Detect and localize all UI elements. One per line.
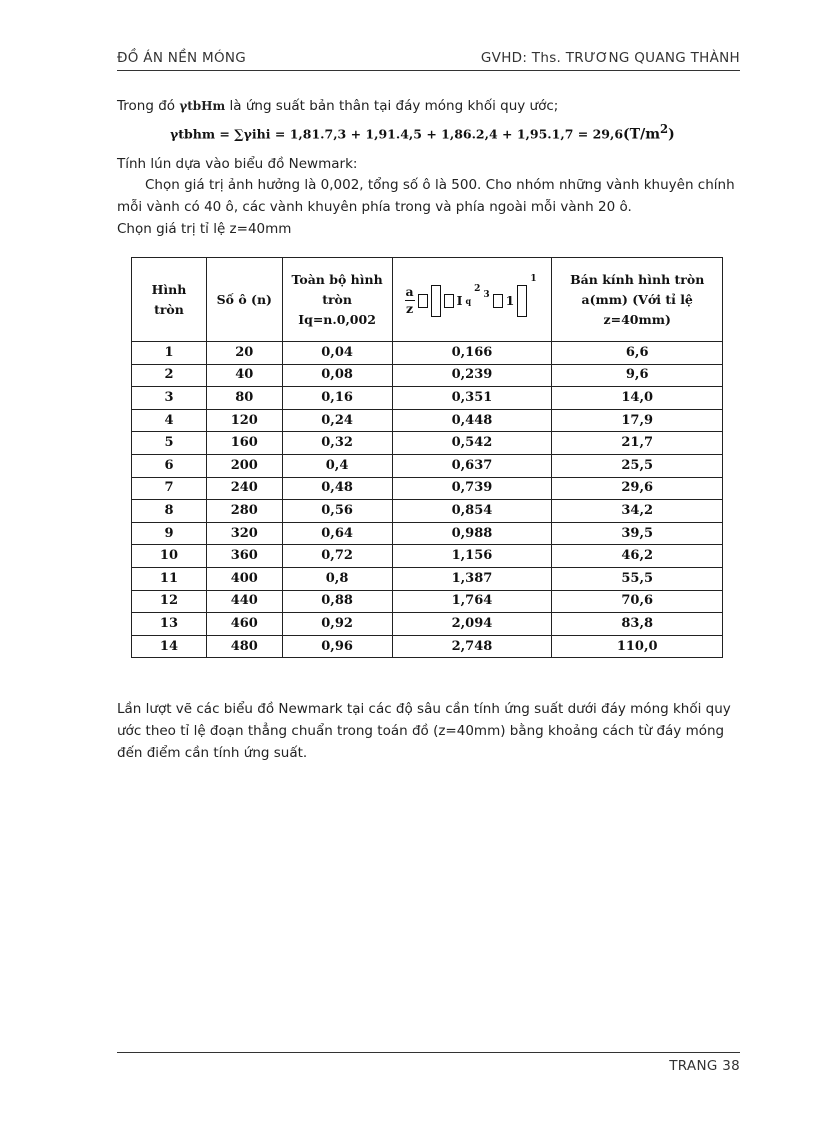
table-cell-c4: 1,764 (392, 590, 552, 613)
table-cell-c5: 29,6 (552, 477, 723, 500)
table-cell-c1: 1 (132, 342, 207, 365)
table-cell-c3: 0,4 (282, 454, 392, 477)
table-cell-c3: 0,24 (282, 409, 392, 432)
table-cell-c4: 0,239 (392, 364, 552, 387)
header-ratio-formula (392, 258, 552, 342)
unit-numerator: T (629, 126, 641, 143)
intro-prefix: Trong đó (117, 98, 176, 114)
header-influence: Toàn bộ hình tròn Iq=n.0,002 (282, 258, 392, 342)
table-row (132, 409, 723, 432)
table-cell-c2: 240 (206, 477, 282, 500)
table-cell-c1: 13 (132, 613, 207, 636)
table-cell-c5: 70,6 (552, 590, 723, 613)
page-number: TRANG 38 (669, 1058, 740, 1074)
table-cell-c2: 360 (206, 545, 282, 568)
table-cell-c3: 0,04 (282, 342, 392, 365)
table-row (132, 545, 723, 568)
table-cell-c4: 0,351 (392, 387, 552, 410)
table-row (132, 567, 723, 590)
table-cell-c2: 460 (206, 613, 282, 636)
footer-divider (117, 1052, 740, 1053)
table-cell-c4: 0,448 (392, 409, 552, 432)
newmark-heading: Tính lún dựa vào biểu đồ Newmark: (117, 156, 358, 172)
formula-unit: $(T/m^2)$ (623, 122, 675, 143)
table-cell-c5: 14,0 (552, 387, 723, 410)
unit-denominator: m (645, 126, 661, 143)
exponent-two: 2 (474, 283, 481, 294)
table-cell-c3: 0,32 (282, 432, 392, 455)
table-cell-c4: 0,988 (392, 522, 552, 545)
table-cell-c2: 280 (206, 500, 282, 523)
table-cell-c1: 5 (132, 432, 207, 455)
table-cell-c1: 4 (132, 409, 207, 432)
bracket-glyph-icon (431, 285, 441, 317)
intro-suffix: là ứng suất bản thân tại đáy móng khối quy ước; (229, 98, 559, 114)
table-cell-c1: 8 (132, 500, 207, 523)
table-cell-c5: 46,2 (552, 545, 723, 568)
table-cell-c5: 55,5 (552, 567, 723, 590)
table-cell-c2: 400 (206, 567, 282, 590)
bracket-glyph-icon (517, 285, 527, 317)
header-divider (117, 70, 740, 71)
table-cell-c2: 440 (206, 590, 282, 613)
table-row (132, 454, 723, 477)
table-row (132, 364, 723, 387)
table-cell-c4: 0,854 (392, 500, 552, 523)
table-cell-c5: 25,5 (552, 454, 723, 477)
ratio-numerator: a (405, 284, 414, 299)
unit-exponent: 2 (660, 122, 669, 136)
table-cell-c5: 34,2 (552, 500, 723, 523)
iq-subscript: q (465, 295, 472, 306)
table-cell-c3: 0,08 (282, 364, 392, 387)
table-row (132, 500, 723, 523)
table-cell-c4: 2,748 (392, 635, 552, 658)
table-cell-c5: 17,9 (552, 409, 723, 432)
header-project-title: ĐỒ ÁN NỀN MÓNG (117, 50, 247, 66)
header-radius: Bán kính hình tròn a(mm) (Với tỉ lệ z=40mm) (552, 258, 723, 342)
table-cell-c5: 9,6 (552, 364, 723, 387)
intro-symbol: γtbHm (179, 99, 226, 113)
table-cell-c2: 480 (206, 635, 282, 658)
header-circle: Hình tròn (132, 258, 207, 342)
table-cell-c5: 110,0 (552, 635, 723, 658)
table-cell-c1: 12 (132, 590, 207, 613)
table-cell-c1: 10 (132, 545, 207, 568)
table-row (132, 613, 723, 636)
table-cell-c3: 0,92 (282, 613, 392, 636)
table-cell-c5: 83,8 (552, 613, 723, 636)
table-cell-c1: 6 (132, 454, 207, 477)
table-header-row (132, 258, 723, 342)
missing-glyph-icon (444, 294, 454, 308)
missing-glyph-icon (493, 294, 503, 308)
table-cell-c1: 3 (132, 387, 207, 410)
table-cell-c2: 200 (206, 454, 282, 477)
table-cell-c2: 20 (206, 342, 282, 365)
table-cell-c2: 80 (206, 387, 282, 410)
table-row (132, 387, 723, 410)
newmark-table (131, 257, 723, 658)
table-cell-c2: 40 (206, 364, 282, 387)
outer-exponent: 1 (530, 273, 537, 284)
table-cell-c3: 0,48 (282, 477, 392, 500)
table-cell-c1: 2 (132, 364, 207, 387)
scale-paragraph: Chọn giá trị tỉ lệ z=40mm (117, 221, 292, 237)
stress-formula (170, 122, 675, 143)
table-cell-c3: 0,88 (282, 590, 392, 613)
table-cell-c2: 320 (206, 522, 282, 545)
table-cell-c4: 0,166 (392, 342, 552, 365)
table-cell-c3: 0,64 (282, 522, 392, 545)
header-advisor: GVHD: Ths. TRƯƠNG QUANG THÀNH (480, 50, 740, 66)
table-cell-c4: 1,387 (392, 567, 552, 590)
table-cell-c3: 0,8 (282, 567, 392, 590)
table-cell-c1: 11 (132, 567, 207, 590)
table-row (132, 635, 723, 658)
table-cell-c5: 21,7 (552, 432, 723, 455)
page-header (117, 50, 740, 70)
intro-line (117, 95, 740, 117)
table-cell-c3: 0,56 (282, 500, 392, 523)
ratio-denominator: z (406, 301, 414, 316)
closing-paragraph: Lần lượt vẽ các biểu đồ Newmark tại các độ sâu cần tính ứng suất dưới đáy móng khối quy ước theo tỉ lệ đoạn thẳng chuẩn trong toán đồ (z=40mm) bằng khoảng cách từ đáy móng đến điểm cần tính ứng suất. (117, 701, 731, 761)
table-cell-c4: 0,739 (392, 477, 552, 500)
table-row (132, 432, 723, 455)
table-cell-c1: 7 (132, 477, 207, 500)
table-cell-c3: 0,96 (282, 635, 392, 658)
table-cell-c4: 0,637 (392, 454, 552, 477)
table-cell-c2: 160 (206, 432, 282, 455)
exponent-three: 3 (483, 289, 490, 300)
formula-lhs: γtbhm = ∑γihi (170, 126, 271, 142)
table-row (132, 342, 723, 365)
table-cell-c4: 0,542 (392, 432, 552, 455)
minus-one: 1 (505, 292, 515, 308)
table-row (132, 590, 723, 613)
table-cell-c2: 120 (206, 409, 282, 432)
table-cell-c1: 14 (132, 635, 207, 658)
influence-paragraph: Chọn giá trị ảnh hưởng là 0,002, tổng số ô là 500. Cho nhóm những vành khuyên chính mỗi vành có 40 ô, các vành khuyên phía trong và phía ngoài mỗi vành 20 ô. (117, 177, 735, 215)
table-cell-c5: 39,5 (552, 522, 723, 545)
table-row (132, 522, 723, 545)
ratio-fraction (405, 284, 415, 317)
table-cell-c5: 6,6 (552, 342, 723, 365)
table-cell-c3: 0,16 (282, 387, 392, 410)
table-cell-c4: 1,156 (392, 545, 552, 568)
table-cell-c4: 2,094 (392, 613, 552, 636)
table-row (132, 477, 723, 500)
missing-glyph-icon (418, 294, 428, 308)
formula-rhs: = 1,81.7,3 + 1,91.4,5 + 1,86.2,4 + 1,95.1,7 = 29,6 (274, 126, 624, 142)
iq-symbol: I (456, 292, 463, 308)
table-cell-c1: 9 (132, 522, 207, 545)
table-cell-c3: 0,72 (282, 545, 392, 568)
header-cell-count: Số ô (n) (206, 258, 282, 342)
